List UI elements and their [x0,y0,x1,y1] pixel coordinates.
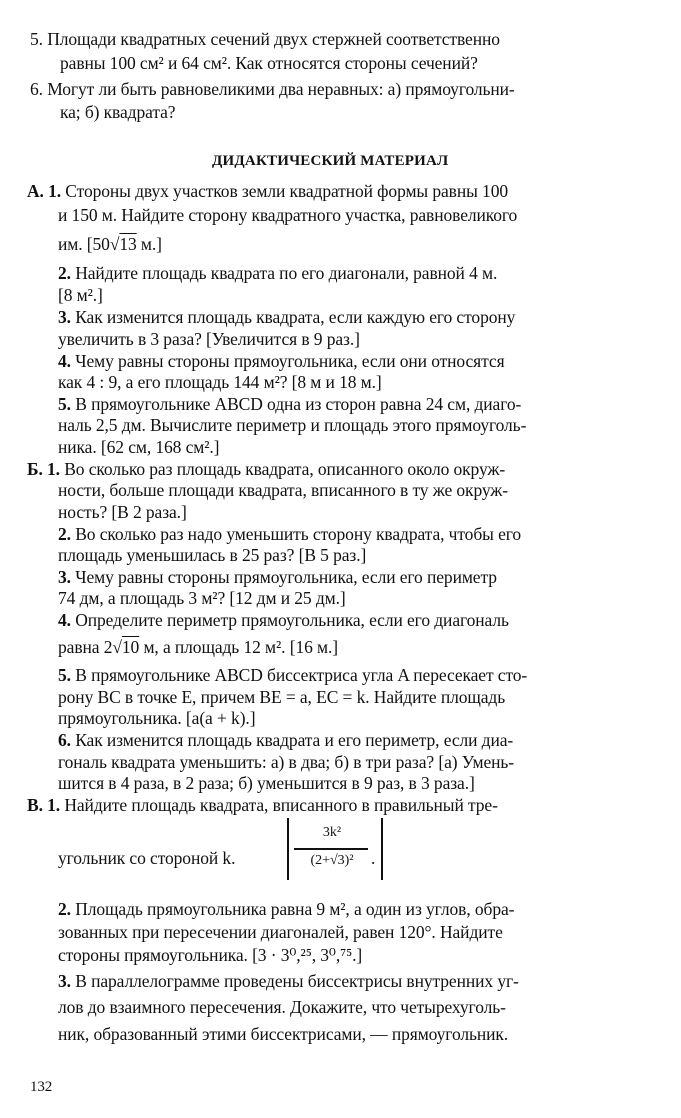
question-6-line-1: 6. Могут ли быть равновеликими два неравных: а) прямоугольни- [30,79,515,99]
task-a5-line-1: 5. В прямоугольнике ABCD одна из сторон равна 24 см, диаго- [58,394,522,414]
task-a4-line-2: как 4 : 9, а его площадь 144 м²? [8 м и 18 м.] [58,372,382,392]
task-a1-line-3: им. [50√13 м.] [58,234,162,254]
task-b6-line-1: 6. Как изменится площадь квадрата и его периметр, если диа- [58,730,514,750]
task-b5-line-3: прямоугольника. [a(a + k).] [58,708,256,728]
task-a3-line-1: 3. Как изменится площадь квадрата, если каждую его сторону [58,307,516,327]
task-b4-line-1: 4. Определите периметр прямоугольника, если его диагональ [58,610,509,630]
task-b1-line-3: ность? [В 2 раза.] [58,502,187,522]
task-a5-line-2: наль 2,5 дм. Вычислите периметр и площадь этого прямоуголь- [58,415,527,435]
task-a2-line-2: [8 м².] [58,285,103,305]
task-v2-line-3: стороны прямоугольника. [3 · 3⁰,²⁵, 3⁰,⁷⁵.] [58,945,363,965]
task-b2-line-2: площадь уменьшилась в 25 раз? [В 5 раз.] [58,545,367,565]
section-title: ДИДАКТИЧЕСКИЙ МАТЕРИАЛ [212,153,449,169]
task-b2-line-1: 2. Во сколько раз надо уменьшить сторону квадрата, чтобы его [58,524,522,544]
task-b3-line-2: 74 дм, а площадь 3 м²? [12 дм и 25 дм.] [58,588,346,608]
task-b6-line-2: гональ квадрата уменьшить: а) в два; б) в три раза? [а) Умень- [58,752,515,772]
task-a1-line-2: и 150 м. Найдите сторону квадратного участка, равновеликого [58,205,518,225]
question-5-line-2: равны 100 см² и 64 см². Как относятся стороны сечений? [60,53,478,73]
fraction-dot: . [371,848,376,868]
page-number: 132 [30,1079,53,1095]
task-a1-line-1: А. 1. Стороны двух участков земли квадратной формы равны 100 [27,181,508,201]
task-b3-line-1: 3. Чему равны стороны прямоугольника, если его периметр [58,567,497,587]
task-v2-line-2: зованных при пересечении диагоналей, равен 120°. Найдите [58,922,503,942]
task-v3-line-3: ник, образованный этими биссектрисами, — прямоугольник. [58,1024,509,1044]
task-v3-line-1: 3. В параллелограмме проведены биссектрисы внутренних уг- [58,971,519,991]
task-b1-line-2: ности, больше площади квадрата, вписанного в ту же окруж- [58,480,509,500]
question-5-line-1: 5. Площади квадратных сечений двух стержней соответственно [30,29,500,49]
question-6-line-2: ка; б) квадрата? [60,102,176,122]
task-b6-line-3: шится в 4 раза, в 2 раза; б) уменьшится в 9 раз, в 3 раза.] [58,773,475,793]
task-b5-line-1: 5. В прямоугольнике ABCD биссектриса угла A пересекает сто- [58,665,528,685]
task-a3-line-2: увеличить в 3 раза? [Увеличится в 9 раз.] [58,329,360,349]
task-b1-line-1: Б. 1. Во сколько раз площадь квадрата, описанного около окруж- [27,459,506,479]
task-v1-line-2: угольник со стороной k. [58,848,236,868]
task-v2-line-1: 2. Площадь прямоугольника равна 9 м², а один из углов, обра- [58,899,515,919]
radicand: 10 [121,637,140,657]
task-b5-line-2: рону BC в точке E, причем BE = a, EC = k. Найдите площадь [58,687,506,707]
task-a4-line-1: 4. Чему равны стороны прямоугольника, если они относятся [58,351,505,371]
radicand: 13 [119,234,137,254]
task-v1-line-1: В. 1. Найдите площадь квадрата, вписанного в правильный тре- [27,795,498,815]
fraction-numerator: 3k² [322,825,342,840]
task-a5-line-3: ника. [62 см, 168 см².] [58,437,220,457]
task-v3-line-2: лов до взаимного пересечения. Докажите, что четырехуголь- [58,997,506,1017]
fraction-denominator: (2+√3)² [310,853,354,868]
task-b4-line-2: равна 2√10 м, а площадь 12 м². [16 м.] [58,637,338,657]
task-a2-line-1: 2. Найдите площадь квадрата по его диагонали, равной 4 м. [58,263,498,283]
fraction-bar [294,848,368,850]
